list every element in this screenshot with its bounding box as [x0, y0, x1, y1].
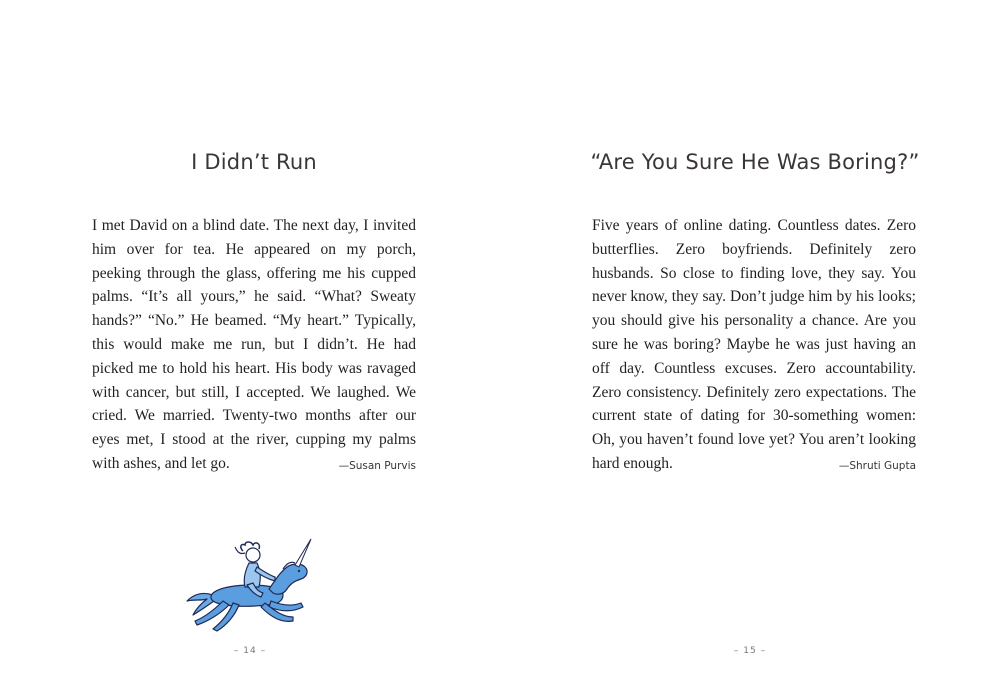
- story-author: —Susan Purvis: [338, 459, 416, 472]
- unicorn-rider-illustration: [183, 533, 323, 633]
- page-number: – 14 –: [233, 646, 267, 656]
- story-body: I met David on a blind date. The next day, I invited him over for tea. He appeared on my porch, peeking through the glass, offering me his cupped palms. “It’s all yours,” he said. “What? Sweaty hands?” “No.” He beamed. “My heart.” Typically, this would make me run, but I didn’t. He had picked me to hold his heart. His body was ravaged with cancer, but still, I accepted. We laughed. We cried. We married. Twenty-two months after our eyes met, I stood at the river, cupping my palms with ashes, and let go.: [92, 217, 416, 472]
- right-page: [500, 0, 1000, 700]
- story-title: I Didn’t Run: [191, 150, 317, 174]
- story-title: “Are You Sure He Was Boring?”: [590, 150, 920, 174]
- page-number: – 15 –: [733, 646, 767, 656]
- story-body: Five years of online dating. Countless dates. Zero butterflies. Zero boyfriends. Definitely zero husbands. So close to finding love, they say. You never know, they say. Don’t judge him by his looks; you should give his personality a chance. Are you sure he was boring? Maybe he was just having an off day. Countless excuses. Zero accountability. Zero consistency. Definitely zero expectations. The current state of dating for 30-something women: Oh, you haven’t found love yet? You aren’t looking hard enough.: [592, 217, 916, 472]
- story-author: —Shruti Gupta: [838, 459, 916, 472]
- story-text: [92, 214, 416, 479]
- story-text: [592, 214, 916, 479]
